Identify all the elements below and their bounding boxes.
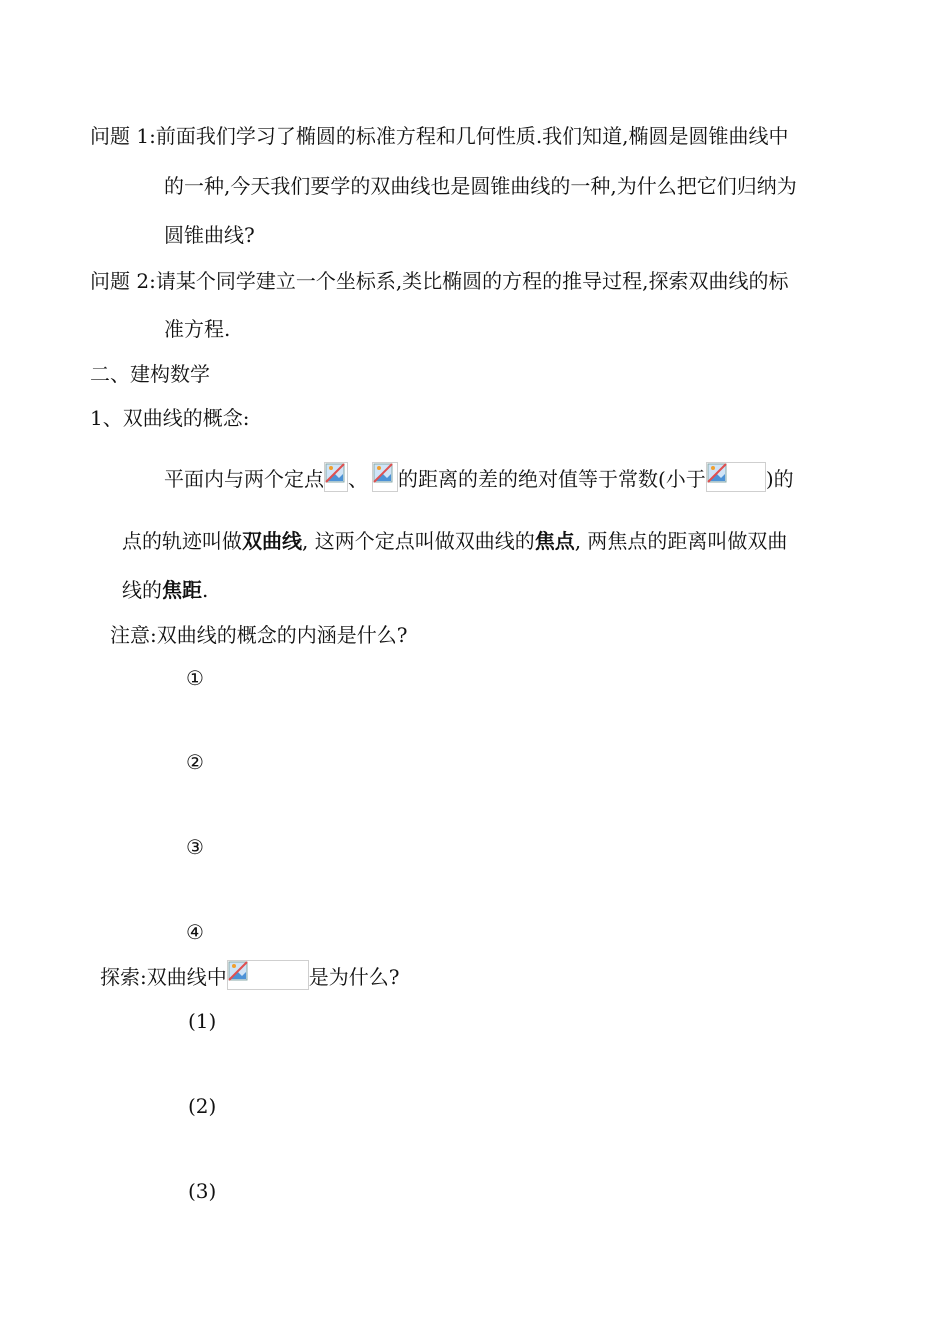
explore-item-3: (3) bbox=[188, 1179, 217, 1203]
broken-image-icon bbox=[706, 462, 766, 492]
broken-image-icon bbox=[324, 462, 348, 492]
question-1-line-2: 的一种,今天我们要学的双曲线也是圆锥曲线的一种,为什么把它们归纳为 bbox=[164, 174, 797, 198]
question-2-label: 问题 2: bbox=[90, 269, 156, 293]
concept-heading: 1、双曲线的概念: bbox=[90, 406, 250, 430]
term-hyperbola: 双曲线 bbox=[242, 529, 302, 553]
concept-text: 的距离的差的绝对值等于常数(小于 bbox=[398, 467, 706, 491]
question-1-label: 问题 1: bbox=[90, 124, 156, 148]
question-1-text: 前面我们学习了椭圆的标准方程和几何性质.我们知道,椭圆是圆锥曲线中 bbox=[155, 124, 789, 148]
note-label: 注意: bbox=[110, 623, 157, 647]
note-item-3: ③ bbox=[186, 835, 204, 859]
explore-text: 双曲线中 bbox=[146, 965, 227, 989]
note-item-2: ② bbox=[186, 750, 204, 774]
broken-image-icon bbox=[227, 960, 309, 990]
section-title: 二、建构数学 bbox=[90, 362, 210, 386]
note-item-1: ① bbox=[186, 666, 204, 690]
explore-label: 探索: bbox=[100, 965, 147, 989]
concept-text: 点的轨迹叫做 bbox=[122, 529, 242, 553]
broken-image-icon bbox=[372, 462, 398, 492]
question-2-line-1 bbox=[90, 267, 789, 295]
term-focal-distance: 焦距 bbox=[162, 578, 202, 602]
concept-paragraph-line-2 bbox=[122, 527, 787, 555]
question-1-line-3: 圆锥曲线? bbox=[164, 223, 255, 247]
explore-item-2: (2) bbox=[188, 1094, 217, 1118]
concept-paragraph-line-3 bbox=[122, 576, 208, 604]
concept-separator: 、 bbox=[348, 467, 368, 491]
concept-text: )的 bbox=[765, 467, 794, 491]
concept-text: 线的 bbox=[122, 578, 162, 602]
question-1-line-1 bbox=[90, 122, 789, 150]
concept-text: . bbox=[202, 578, 209, 602]
concept-text: , 两焦点的距离叫做双曲 bbox=[574, 529, 788, 553]
concept-text: , 这两个定点叫做双曲线的 bbox=[302, 529, 535, 553]
question-2-line-2: 准方程. bbox=[164, 317, 231, 341]
explore-line bbox=[100, 960, 399, 991]
note-line bbox=[110, 621, 407, 649]
note-text: 双曲线的概念的内涵是什么? bbox=[156, 623, 408, 647]
explore-text: 是为什么? bbox=[308, 965, 400, 989]
concept-paragraph-line-1 bbox=[164, 462, 794, 493]
note-item-4: ④ bbox=[186, 920, 204, 944]
explore-item-1: (1) bbox=[188, 1009, 217, 1033]
term-focus: 焦点 bbox=[534, 529, 575, 553]
concept-text: 平面内与两个定点 bbox=[164, 467, 324, 491]
question-2-text: 请某个同学建立一个坐标系,类比椭圆的方程的推导过程,探索双曲线的标 bbox=[155, 269, 789, 293]
